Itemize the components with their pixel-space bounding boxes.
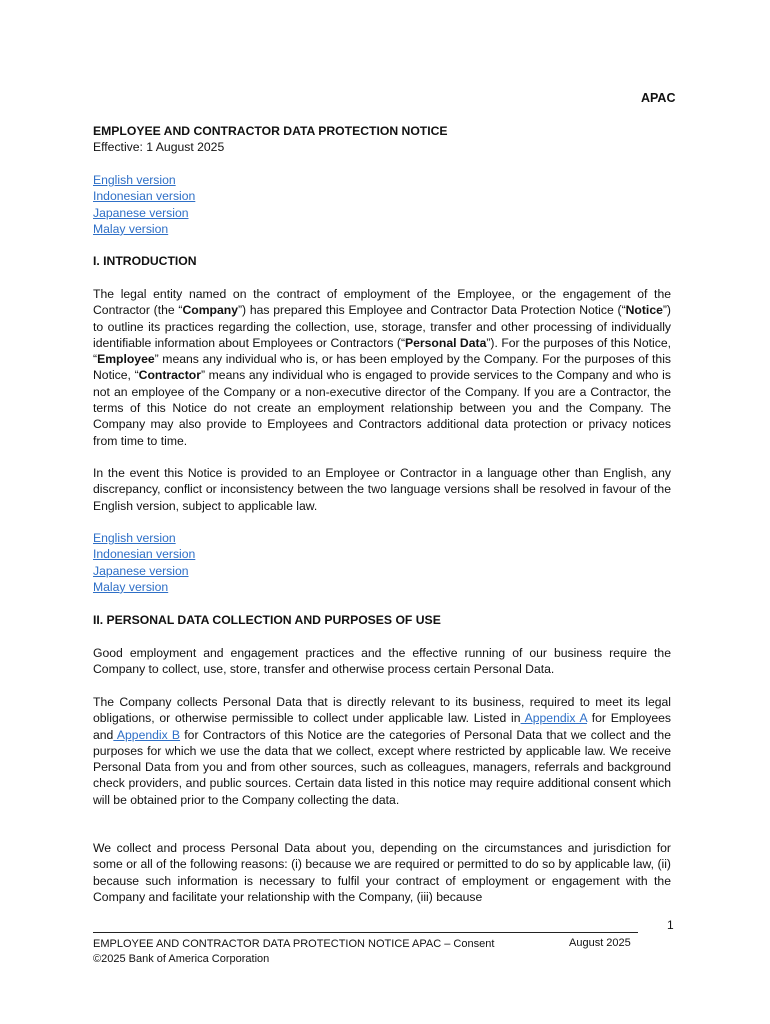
link-indonesian-version[interactable]: Indonesian version: [93, 189, 196, 204]
text-run: ”) to outline its practices regarding the collection, use, storage, transfer and other processing of individually identifiable information about Employees or Contractors (“: [93, 303, 671, 350]
link-malay-version[interactable]: Malay version: [93, 579, 169, 594]
term-notice: Notice: [625, 303, 663, 318]
link-malay-version[interactable]: Malay version: [93, 221, 169, 236]
language-links-middle: [93, 530, 671, 595]
footer-date: August 2025: [569, 937, 631, 949]
intro-paragraph-1: [93, 286, 671, 449]
title-block: [93, 123, 693, 156]
footer-document-name: EMPLOYEE AND CONTRACTOR DATA PROTECTION NOTICE APAC – Consent: [93, 938, 495, 950]
term-personal-data: Personal Data: [405, 335, 487, 350]
link-english-version[interactable]: English version: [93, 173, 176, 187]
link-indonesian-version[interactable]: Indonesian version: [93, 547, 196, 562]
term-contractor: Contractor: [138, 368, 201, 383]
text-run: for Employees and: [93, 711, 671, 742]
link-english-version[interactable]: English version: [93, 531, 176, 545]
footer-divider: [93, 932, 638, 933]
text-run: The Company collects Personal Data that is directly relevant to its business, required to meet its legal obligations, or otherwise permissible to collect under applicable law. Listed in: [93, 695, 671, 726]
text-run: ” means any individual who is, or has been employed by the Company. For the purposes of this Notice, “: [93, 352, 671, 383]
footer-left: [93, 937, 494, 967]
text-run: for Contractors of this Notice are the categories of Personal Data that we collect and the purposes for which we use the data that we collect, except where restricted by applicable law. We receive Personal Data from you and from other sources, such as colleagues, managers, referrals and background check providers, and public sources. Certain data listed in this notice may require additional consent which will be obtained prior to the Company collecting the data.: [93, 727, 671, 807]
term-employee: Employee: [97, 352, 155, 367]
page-number: 1: [667, 918, 674, 932]
intro-paragraph-2: In the event this Notice is provided to an Employee or Contractor in a language other than English, any discrepancy, conflict or inconsistency between the two language versions shall be resolved in favour of the English version, subject to applicable law.: [93, 466, 671, 513]
section2-paragraph-2: [93, 694, 671, 808]
section2-paragraph-1: Good employment and engagement practices and the effective running of our business require the Company to collect, use, store, transfer and otherwise process certain Personal Data.: [93, 646, 671, 677]
text-run: ”) has prepared this Employee and Contractor Data Protection Notice (“: [237, 303, 626, 318]
document-title: EMPLOYEE AND CONTRACTOR DATA PROTECTION NOTICE: [93, 124, 448, 138]
region-label: APAC: [641, 91, 676, 105]
link-appendix-b[interactable]: Appendix B: [113, 727, 181, 742]
language-links-top: [93, 172, 671, 237]
link-japanese-version[interactable]: Japanese version: [93, 563, 189, 578]
text-run: ” means any individual who is engaged to provide services to the Company and who is not an employee of the Company or a non-executive director of the Company. If you are a Contractor, the terms of this Notice do not create an employment relationship between you and the Company. The Company may also provide to Employees and Contractors additional data protection or privacy notices from time to time.: [93, 368, 671, 448]
section2-paragraph-3: We collect and process Personal Data about you, depending on the circumstances and jurisdiction for some or all of the following reasons: (i) because we are required or permitted to do so by applicable law, (ii) because such information is necessary to fulfil your contract of employment or engagement with the Company and facilitate your relationship with the Company, (iii) because: [93, 841, 671, 904]
term-company: Company: [182, 303, 238, 318]
link-japanese-version[interactable]: Japanese version: [93, 205, 189, 220]
footer-copyright: ©2025 Bank of America Corporation: [93, 953, 270, 965]
text-run: ”). For the purposes of this Notice, “: [93, 335, 671, 367]
link-appendix-a[interactable]: Appendix A: [520, 711, 587, 726]
effective-date: Effective: 1 August 2025: [93, 140, 225, 155]
section-heading-personal-data: II. PERSONAL DATA COLLECTION AND PURPOSES OF USE: [93, 613, 441, 627]
text-run: The legal entity named on the contract of employment of the Employee, or the engagement of the Contractor (the “: [93, 287, 671, 318]
section-heading-introduction: I. INTRODUCTION: [93, 254, 197, 268]
